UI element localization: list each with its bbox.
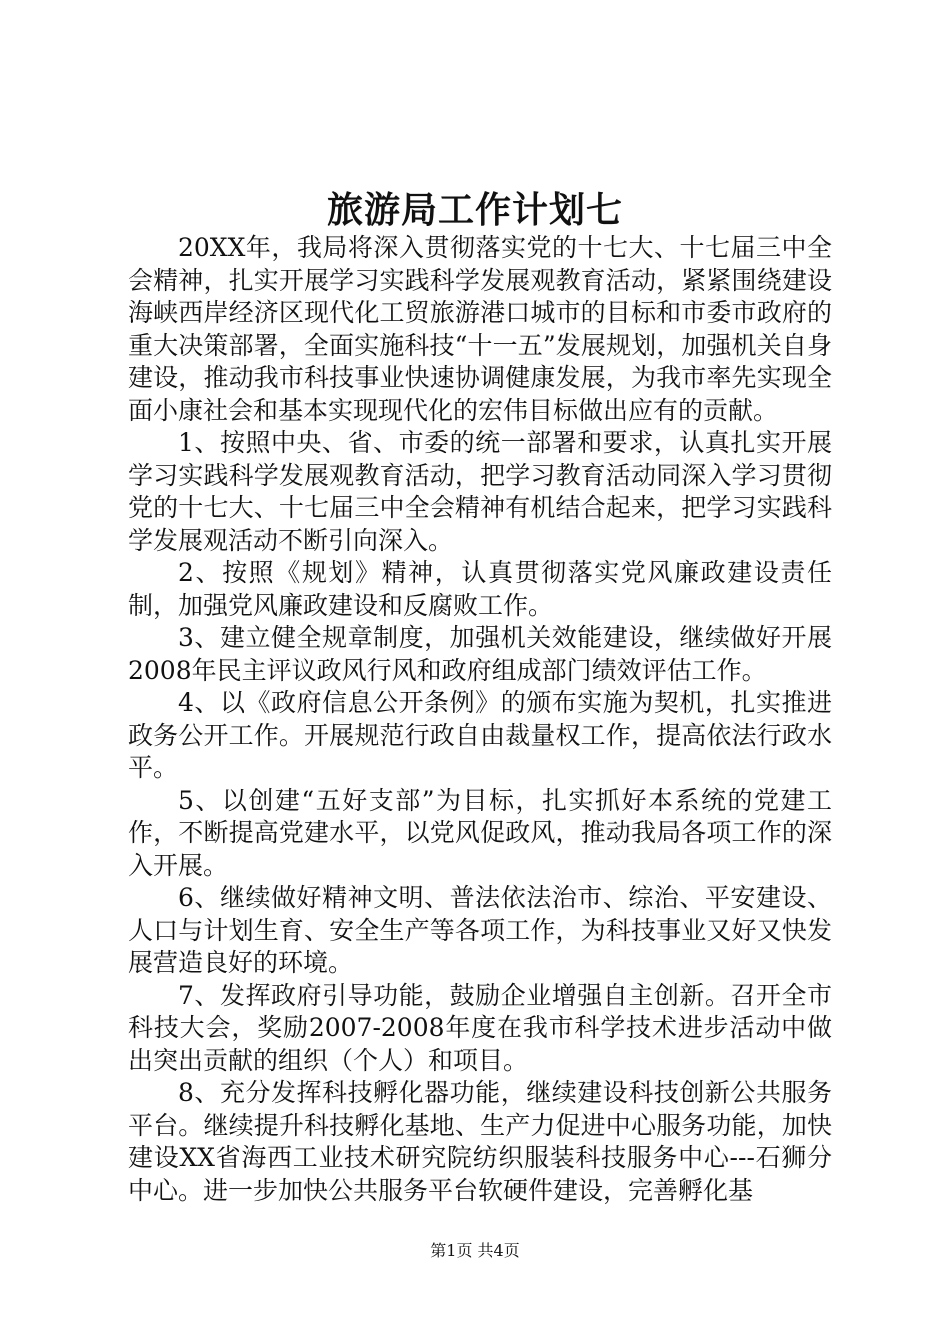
document-body [128, 232, 832, 1207]
paragraph-item-1: 1、按照中央、省、市委的统一部署和要求，认真扎实开展学习实践科学发展观教育活动，把学习教育活动同深入学习贯彻党的十七大、十七届三中全会精神有机结合起来，把学习实践科学发展观活动不断引向深入。 [128, 428, 832, 555]
paragraph-item-5: 5、以创建“五好支部”为目标，扎实抓好本系统的党建工作，不断提高党建水平，以党风促政风，推动我局各项工作的深入开展。 [128, 785, 832, 880]
paragraph-intro: 20XX年，我局将深入贯彻落实党的十七大、十七届三中全会精神，扎实开展学习实践科学发展观教育活动，紧紧围绕建设海峡西岸经济区现代化工贸旅游港口城市的目标和市委市政府的重大决策部署，全面实施科技“十一五”发展规划，加强机关自身建设，推动我市科技事业快速协调健康发展，为我市率先实现全面小康社会和基本实现现代化的宏伟目标做出应有的贡献。 [128, 233, 832, 425]
paragraph-item-3: 3、建立健全规章制度，加强机关效能建设，继续做好开展2008年民主评议政风行风和政府组成部门绩效评估工作。 [128, 623, 832, 685]
page-title: 旅游局工作计划七 [326, 189, 623, 231]
paragraph-item-2: 2、按照《规划》精神，认真贯彻落实党风廉政建设责任制，加强党风廉政建设和反腐败工作。 [128, 558, 832, 620]
paragraph-item-8: 8、充分发挥科技孵化器功能，继续建设科技创新公共服务平台。继续提升科技孵化基地、生产力促进中心服务功能，加快建设XX省海西工业技术研究院纺织服装科技服务中心---石狮分中心。进一步加快公共服务平台软硬件建设，完善孵化基 [128, 1078, 832, 1205]
page-footer: 第1页 共4页 [430, 1241, 520, 1260]
paragraph-item-7: 7、发挥政府引导功能，鼓励企业增强自主创新。召开全市科技大会，奖励2007-2008年度在我市科学技术进步活动中做出突出贡献的组织（个人）和项目。 [128, 980, 832, 1075]
paragraph-item-4: 4、以《政府信息公开条例》的颁布实施为契机，扎实推进政务公开工作。开展规范行政自由裁量权工作，提高依法行政水平。 [128, 688, 832, 782]
paragraph-item-6: 6、继续做好精神文明、普法依法治市、综治、平安建设、人口与计划生育、安全生产等各项工作，为科技事业又好又快发展营造良好的环境。 [128, 883, 832, 977]
